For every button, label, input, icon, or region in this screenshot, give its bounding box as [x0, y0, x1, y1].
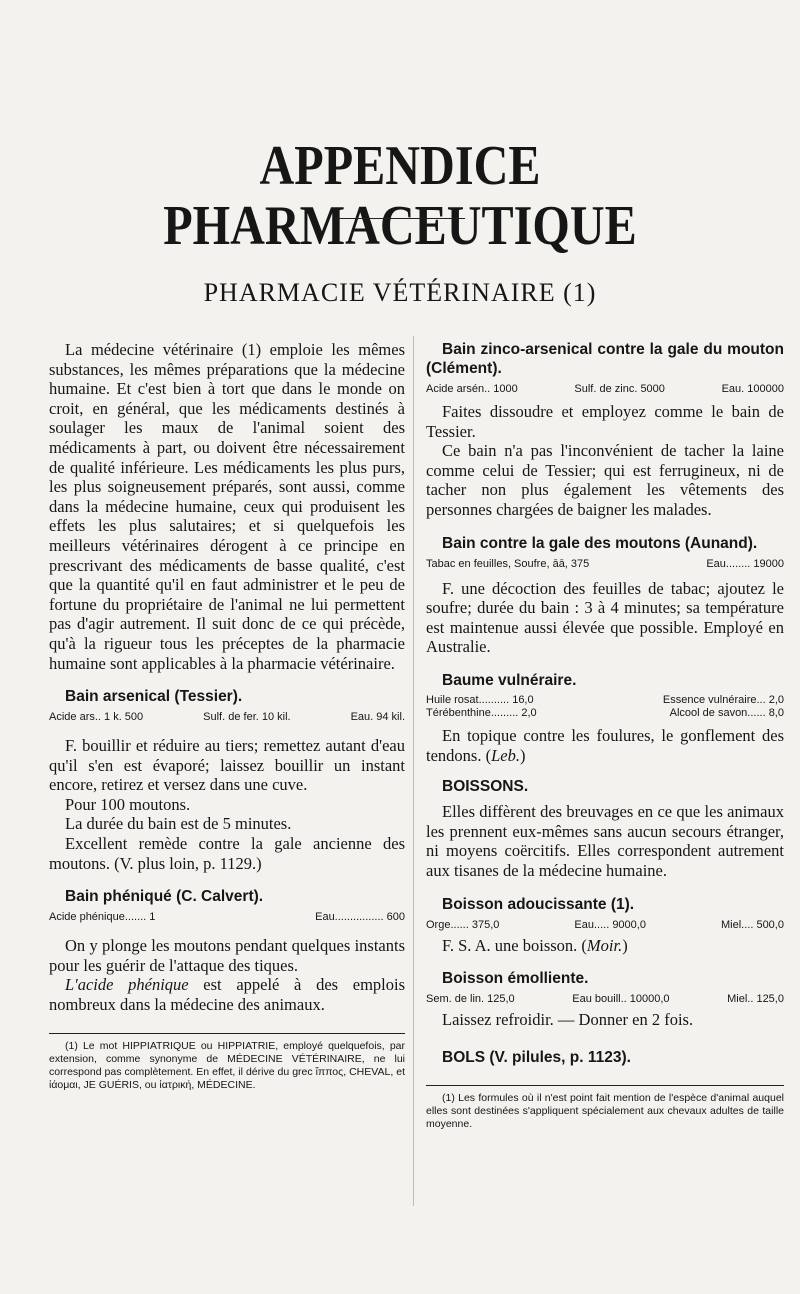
adoucissante-paragraph — [426, 936, 784, 956]
formula-item: Térébenthine......... 2,0 — [426, 706, 537, 719]
heading-boissons: BOISSONS. — [442, 778, 529, 796]
formula-item: Alcool de savon...... 8,0 — [669, 706, 784, 719]
arsenical-paragraph: Pour 100 moutons. — [65, 794, 191, 814]
heading-bain-arsenical: Bain arsenical (Tessier). — [65, 688, 243, 706]
footnote-rule — [49, 1033, 405, 1034]
heading-bols: BOLS (V. pilules, p. 1123). — [442, 1048, 631, 1066]
formula-item: Eau................ 600 — [315, 911, 405, 924]
footnote-rule — [426, 1085, 784, 1086]
intro-paragraph: La médecine vétérinaire (1) emploie les mêmes substances, les mêmes préparations que la médecine humaine. Et c'est bien à tort que dans le monde on croit, en général, que les médicaments destinés à soulager les maux de l'animal soient des médicaments à part, ou doivent être nécessairement de qualité inférieure. Les médicaments les plus purs, les plus soigneusement préparés, sont aussi, comme dans la médecine humaine, ceux qui produisent les effets les plus salutaires; et si quelquefois les meilleurs vétérinaires dérogent à ce principe en prescrivant des médicaments de basse qualité, c'est que la quantité qu'il en faut administrer et le peu de fortune du propriétaire de l'animal ne lui permettent pas d'agir autrement. Il suit donc de ce qui précède, qu'à la rigueur tous les préceptes de la pharmacie humaine sont applicables à la pharmacie vétérinaire. — [49, 340, 405, 673]
formula-item: Eau. 94 kil. — [350, 711, 405, 724]
formula-item: Eau..... 9000,0 — [574, 918, 646, 931]
formula-item: Sulf. de fer. 10 kil. — [203, 711, 291, 724]
formula-item: Acide arsén.. 1000 — [426, 383, 518, 395]
arsenical-paragraph: Excellent remède contre la gale ancienne des moutons. (V. plus loin, p. 1129.) — [49, 834, 405, 873]
footnote-left: (1) Le mot HIPPIATRIQUE ou HIPPIATRIE, employé quelquefois, par extension, comme synonyme de MÉDECINE VÉTÉRINAIRE, ne lui correspond pas complètement. En effet, il dérive du grec ἵππος, CHEVAL, et ἰάομαι, JE GUÉRIS, ou ἰατρική, MÉDECINE. — [49, 1039, 405, 1091]
heading-baume: Baume vulnéraire. — [442, 671, 577, 689]
heading-boisson-emolliente: Boisson émolliente. — [442, 970, 589, 988]
formula-item: Orge...... 375,0 — [426, 918, 500, 931]
main-title: APPENDICE PHARMACEUTIQUE — [163, 135, 637, 257]
formula-item: Tabac en feuilles, Soufre, āā, 375 — [426, 557, 590, 570]
formula-item: Eau bouill.. 10000,0 — [572, 993, 670, 1006]
table-row — [426, 707, 784, 720]
phenique-paragraph: On y plonge les moutons pendant quelques instants pour les guérir de l'attaque des tiques. — [49, 936, 405, 975]
baume-text: ) — [519, 745, 526, 765]
heading-bain-phenique: Bain phéniqué (C. Calvert). — [65, 888, 264, 906]
baume-text: En topique contre les foulures, le gonflement des tendons. ( — [426, 725, 784, 765]
formula-bain-zinco — [426, 382, 784, 396]
aunand-paragraph: F. une décoction des feuilles de tabac; ajoutez le soufre; durée du bain : 3 à 4 minutes; sa température est maintenue aussi élevée que possible. Employé en Australie. — [426, 578, 784, 657]
table-row — [426, 694, 784, 707]
italic-term: L'acide phénique — [65, 975, 189, 995]
adoucissante-text: F. S. A. une boisson. ( — [442, 935, 587, 955]
zinco-paragraph: Faites dissoudre et employez comme le bain de Tessier. — [426, 402, 784, 441]
footnote-right: (1) Les formules où il n'est point fait mention de l'espèce d'animal auquel elles sont destinées s'appliquent spécialement aux chevaux adultes de taille moyenne. — [426, 1092, 784, 1131]
adoucissante-text: ) — [622, 935, 628, 955]
zinco-paragraph: Ce bain n'a pas l'inconvénient de tacher la laine comme celui de Tessier; qui est ferrugineux, ni de tacher non plus également les vêtements des personnes chargées de baigner les malades. — [426, 441, 784, 519]
formula-bain-aunand — [426, 557, 784, 571]
column-divider — [413, 336, 414, 1206]
formula-item: Miel.... 500,0 — [721, 918, 784, 931]
heading-boisson-adoucissante: Boisson adoucissante (1). — [442, 895, 635, 913]
left-column — [49, 340, 405, 1092]
arsenical-paragraph: La durée du bain est de 5 minutes. — [65, 814, 292, 834]
formula-item: Essence vulnéraire... 2,0 — [662, 693, 784, 706]
right-column — [426, 340, 784, 1131]
italic-term: Moir. — [586, 935, 623, 955]
baume-paragraph — [426, 726, 784, 765]
formula-boisson-adoucissante — [426, 918, 784, 932]
formula-item: Huile rosat.......... 16,0 — [426, 693, 534, 706]
emolliente-paragraph: Laissez refroidir. — Donner en 2 fois. — [442, 1010, 694, 1030]
phenique-paragraph — [49, 975, 405, 1014]
formula-item: Sem. de lin. 125,0 — [426, 993, 515, 1006]
formula-item: Eau. 100000 — [721, 383, 784, 395]
arsenical-paragraph: F. bouillir et réduire au tiers; remettez autant d'eau qu'il s'en est évaporé; laissez bouillir un instant encore, retirez et versez dans une cuve. — [49, 736, 405, 795]
formula-item: Sulf. de zinc. 5000 — [574, 383, 665, 395]
formula-baume — [426, 694, 784, 720]
phenique-text: est appelé à des emplois nombreux dans la médecine des animaux. — [49, 975, 405, 1015]
formula-boisson-emolliente — [426, 992, 784, 1006]
formula-item: Acide ars.. 1 k. 500 — [49, 711, 144, 724]
heading-bain-aunand: Bain contre la gale des moutons (Aunand). — [442, 534, 758, 552]
formula-bain-arsenical — [49, 710, 405, 724]
boissons-paragraph: Elles diffèrent des breuvages en ce que les animaux les prennent eux-mêmes sans aucun secours étranger, ni moyens coërcitifs. Elles correspondent autrement aux tisanes de la médecine humaine. — [426, 802, 784, 880]
heading-bain-zinco: Bain zinco-arsenical contre la gale du mouton (Clément). — [426, 341, 784, 377]
italic-term: Leb. — [491, 745, 520, 765]
title-rule — [335, 218, 465, 219]
section-title: PHARMACIE VÉTÉRINAIRE (1) — [203, 278, 597, 307]
formula-item: Acide phénique....... 1 — [49, 911, 156, 924]
formula-item: Miel.. 125,0 — [727, 993, 784, 1006]
formula-bain-phenique — [49, 910, 405, 924]
formula-item: Eau........ 19000 — [706, 557, 784, 570]
